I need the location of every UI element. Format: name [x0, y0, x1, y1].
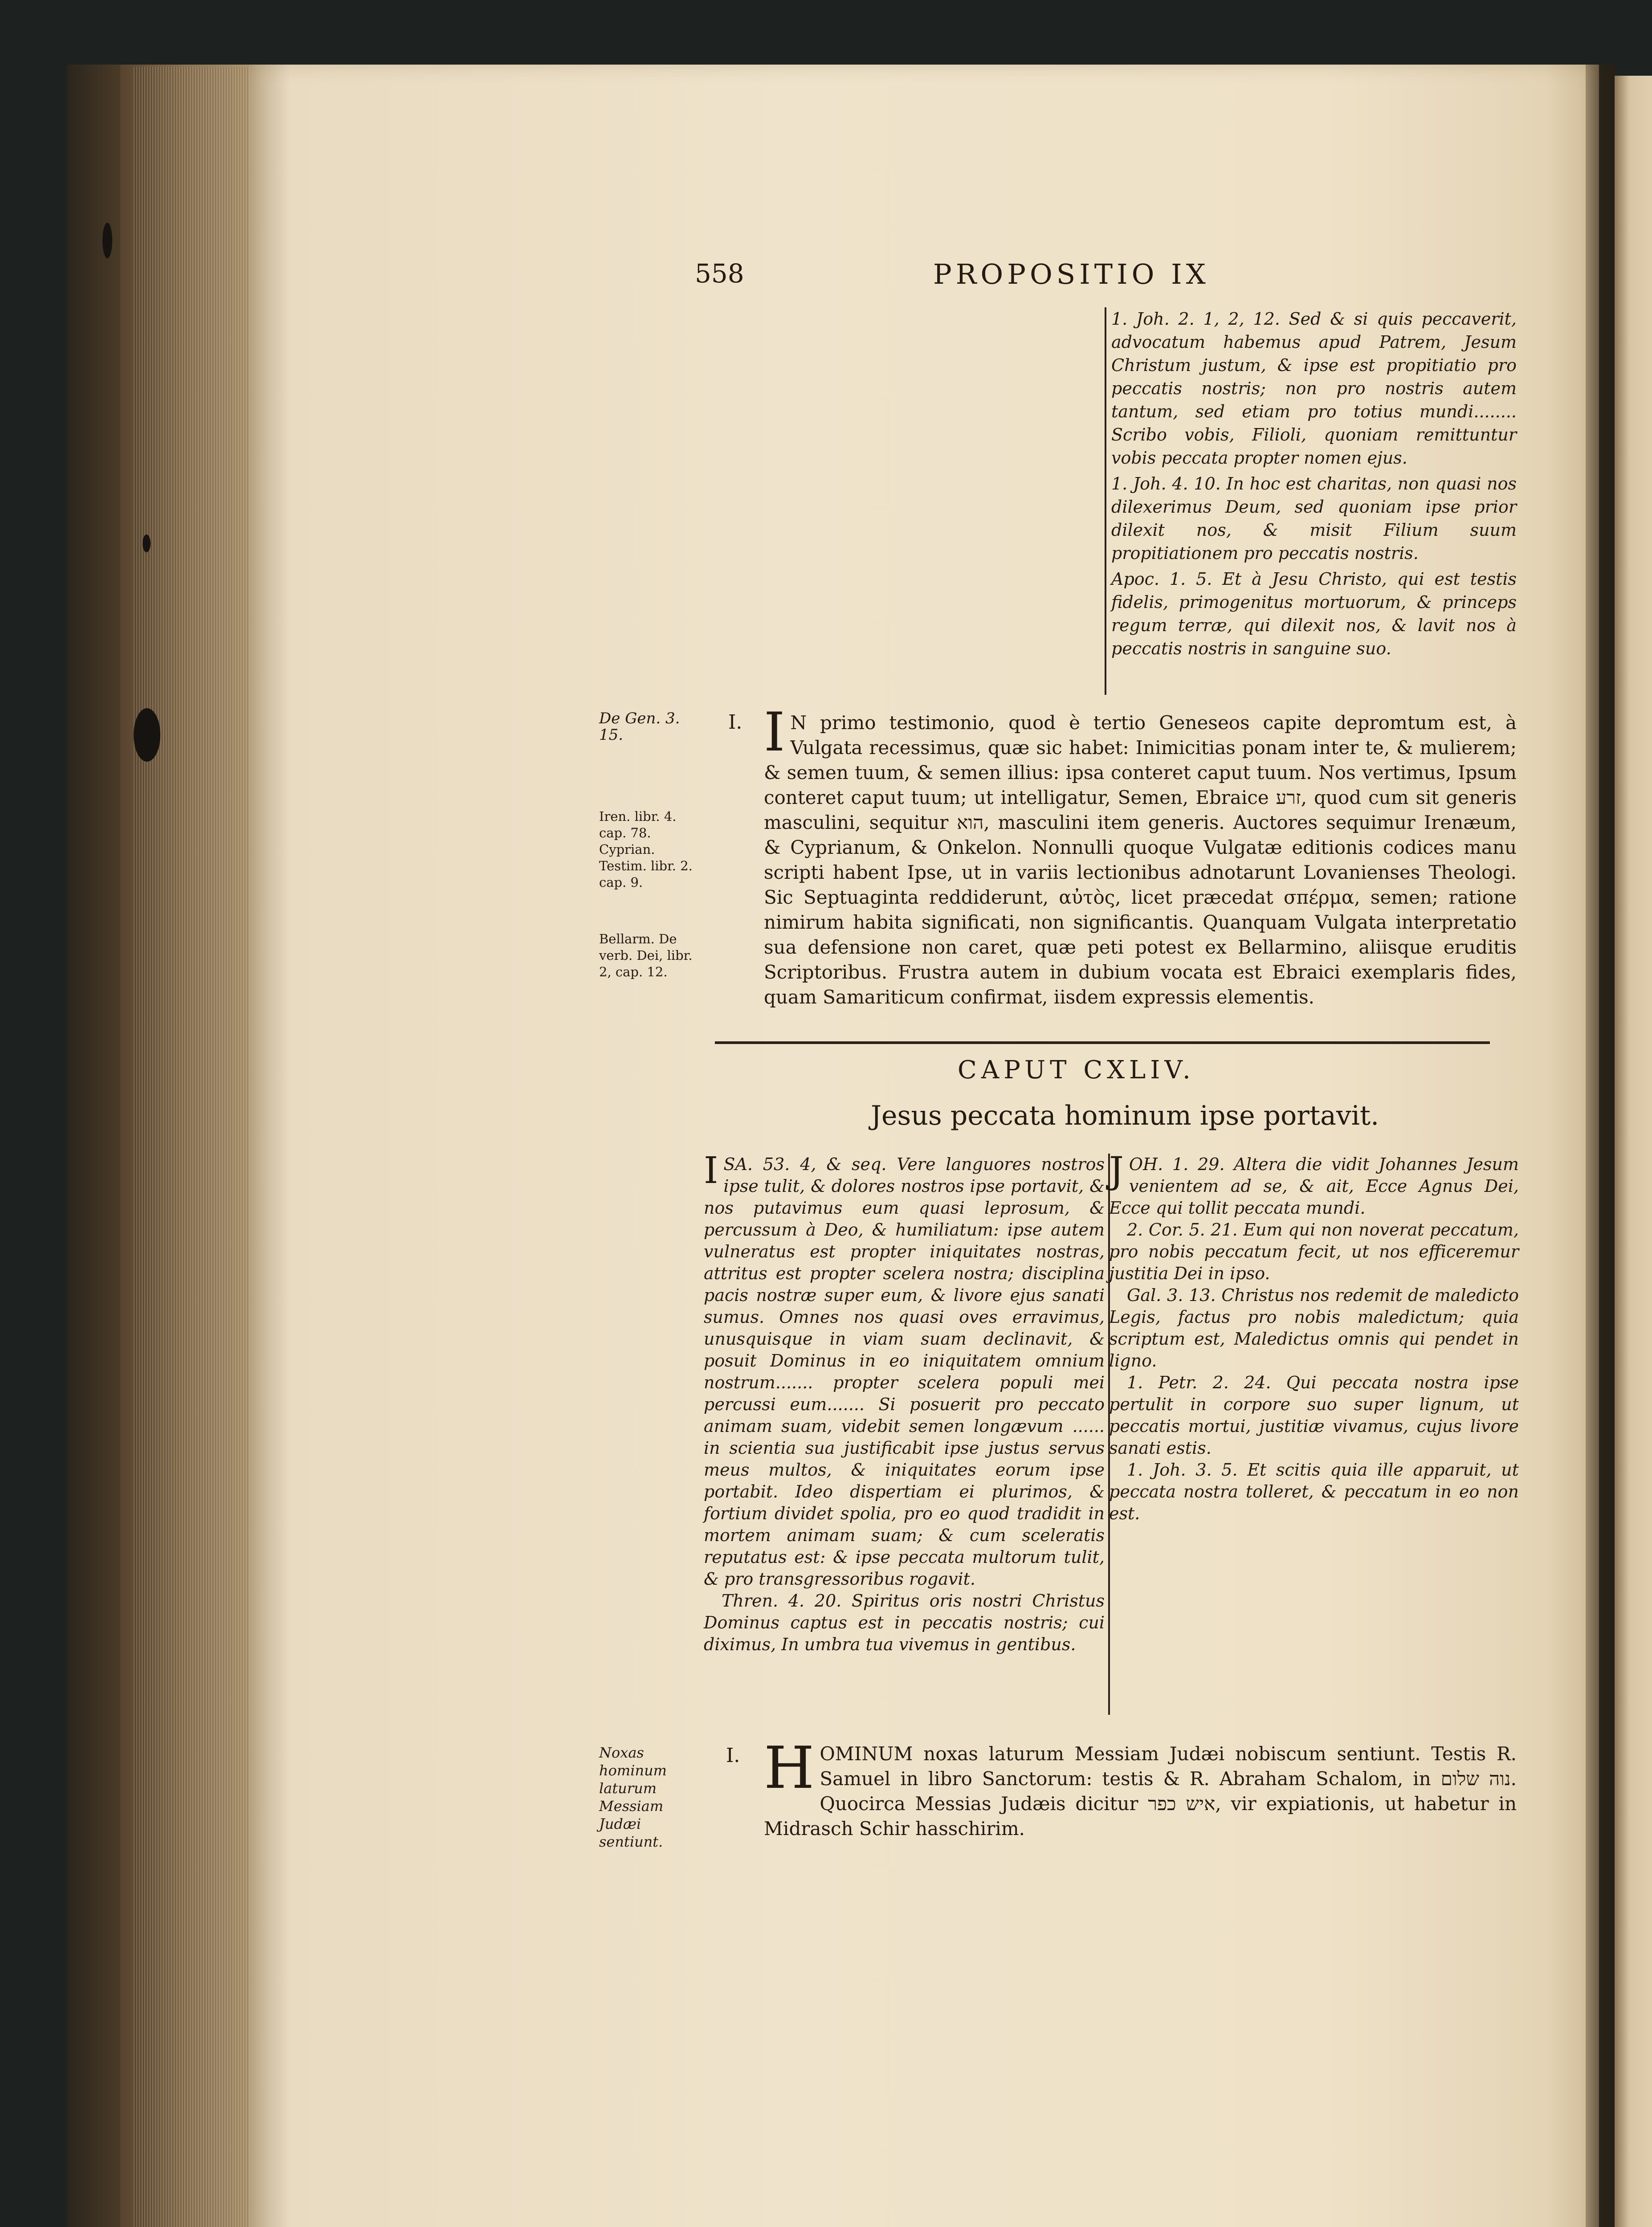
- section-1-paragraph: [764, 702, 1517, 1010]
- chapter-heading: CAPUT CXLIV.: [958, 1056, 1195, 1085]
- column-paragraph: Thren. 4. 20. Spiritus oris nostri Christus Dominus captus est in peccatis nostris; cui diximus, In umbra tua vivemus in gentibus.: [704, 1591, 1105, 1654]
- running-title: PROPOSITIO IX: [933, 258, 1210, 290]
- column-paragraph: 2. Cor. 5. 21. Eum qui non noverat peccatum, pro nobis peccatum fecit, ut nos efficeremur justitia Dei in ipso.: [1109, 1220, 1519, 1283]
- citation-paragraph: Apoc. 1. 5. Et à Jesu Christo, qui est testis fidelis, primogenitus mortuorum, & princeps regum terræ, qui dilexit nos, & lavit nos à peccatis nostris in sanguine suo.: [1111, 569, 1517, 658]
- page-number: 558: [695, 258, 744, 289]
- dropcap: H: [764, 1734, 815, 1802]
- ink-stain: [143, 534, 151, 552]
- section-number: I.: [728, 711, 742, 734]
- column-paragraph: [704, 1150, 1105, 1590]
- dropcap: J: [1109, 1150, 1124, 1192]
- sidenote-de-gen: De Gen. 3. 15.: [599, 710, 680, 744]
- left-column: [704, 1150, 1105, 1656]
- dropcap: I: [764, 702, 785, 763]
- ink-stain: [102, 223, 112, 258]
- sidenote-iren: Iren. libr. 4. cap. 78. Cyprian. Testim. libr. 2. cap. 9.: [599, 809, 693, 890]
- section-divider: [715, 1041, 1490, 1044]
- column-paragraph-text: SA. 53. 4, & seq. Vere languores nostros ipse tulit, & dolores nostros ipse portavit, & nos putavimus eum quasi leprosum, & percussum à Deo, & humiliatum: ipse autem vulneratus est propter iniquitates nostras, attritus est propter scelera nostra; disciplina pacis nostræ super eum, & livore ejus sanati sumus. Omnes nos quasi oves erravimus, unusquisque in viam suam declinavit, & posuit Dominus in eo iniquitatem omnium nostrum....... propter scelera populi mei percussi eum....... Si posuerit pro peccato animam suam, videbit semen longævum ...... in scientia sua justificabit ipse justus servus meus multos, & iniquitates eorum ipse portabit. Ideo dispertiam ei plurimos, & fortium dividet spolia, pro eo quod tradidit in mortem animam suam; & cum sceleratis reputatus est: & ipse peccata multorum tulit, & pro transgressoribus rogavit.: [704, 1154, 1105, 1589]
- citation-paragraph: 1. Joh. 2. 1, 2, 12. Sed & si quis peccaverit, advocatum habemus apud Patrem, Jesum Christum justum, & ipse est propitiatio pro peccatis nostris; non pro nostris autem tantum, sed etiam pro totius mundi........ Scribo vobis, Filioli, quoniam remittuntur vobis peccata propter nomen ejus.: [1111, 309, 1517, 468]
- page-edge-lines: [134, 67, 258, 2227]
- section-2-paragraph: [764, 1734, 1517, 1841]
- right-column: [1109, 1150, 1519, 1525]
- citation-paragraph: 1. Joh. 4. 10. In hoc est charitas, non quasi nos dilexerimus Deum, sed quoniam ipse prior dilexit nos, & misit Filium suum propitiationem pro peccatis nostris.: [1111, 474, 1517, 563]
- citation-rule: [1105, 307, 1106, 695]
- column-paragraph: 1. Joh. 3. 5. Et scitis quia ille apparuit, ut peccata nostra tolleret, & peccatum in eo non est.: [1109, 1460, 1519, 1523]
- top-citations: [1111, 307, 1517, 660]
- column-paragraph: [1109, 1150, 1519, 1219]
- section-2-body: OMINUM noxas laturum Messiam Judæi nobiscum sentiunt. Testis R. Samuel in libro Sanctorum: testis & R. Abraham Schalom, in נוה שלום. Quocirca Messias Judæis dicitur איש כפר, vir expiationis, ut habetur in Midrasch Schir hasschirim.: [764, 1743, 1517, 1840]
- column-paragraph: 1. Petr. 2. 24. Qui peccata nostra ipse pertulit in corpore suo super lignum, ut peccatis mortui, justitiæ vivamus, cujus livore sanati estis.: [1109, 1373, 1519, 1458]
- ink-stain: [134, 708, 160, 762]
- column-paragraph: Gal. 3. 13. Christus nos redemit de maledicto Legis, factus pro nobis maledictum; quia scriptum est, Maledictus omnis qui pendet in ligno.: [1109, 1285, 1519, 1370]
- sidenote-bellarm: Bellarm. De verb. Dei, libr. 2, cap. 12.: [599, 931, 693, 979]
- facing-page-edge: [1615, 76, 1652, 2227]
- section-number: I.: [726, 1744, 740, 1767]
- section-1-text: [764, 702, 1517, 1010]
- chapter-subtitle: Jesus peccata hominum ipse portavit.: [871, 1100, 1379, 1131]
- section-2-text: [764, 1734, 1517, 1841]
- dropcap: I: [704, 1150, 718, 1192]
- column-paragraph-text: OH. 1. 29. Altera die vidit Johannes Jesum venientem ad se, & ait, Ecce Agnus Dei, Ecce qui tollit peccata mundi.: [1109, 1154, 1519, 1218]
- section-1-body: N primo testimonio, quod è tertio Geneseos capite depromtum est, à Vulgata recessimus, quæ sic habet: Inimicitias ponam inter te, & mulierem; & semen tuum, & semen illius: ipsa conteret caput tuum. Nos vertimus, Ipsum conteret caput tuum; ut intelligatur, Semen, Ebraice זרע, quod cum sit generis masculini, sequitur הוא, masculini item generis. Auctores sequimur Irenæum, & Cyprianum, & Onkelon. Nonnulli quoque Vulgatæ editionis codices manu scripti habent Ipse, ut in variis lectionibus adnotarunt Lovanienses Theologi. Sic Septuaginta reddiderunt, αὐτὸς, licet præcedat σπέρμα, semen; ratione nimirum habita significati, non significantis. Quanquam Vulgata interpretatio sua defensione non caret, quæ peti potest ex Bellarmino, aliisque eruditis Scriptoribus. Frustra autem in dubium vocata est Ebraici exemplaris fides, quam Samariticum confirmat, iisdem expressis elementis.: [764, 712, 1517, 1008]
- gutter-shadow: [1586, 65, 1615, 2227]
- book-spine-shadow: [67, 65, 120, 2227]
- sidenote-noxas: Noxas hominum laturum Messiam Judæi sentiunt.: [599, 1744, 667, 1850]
